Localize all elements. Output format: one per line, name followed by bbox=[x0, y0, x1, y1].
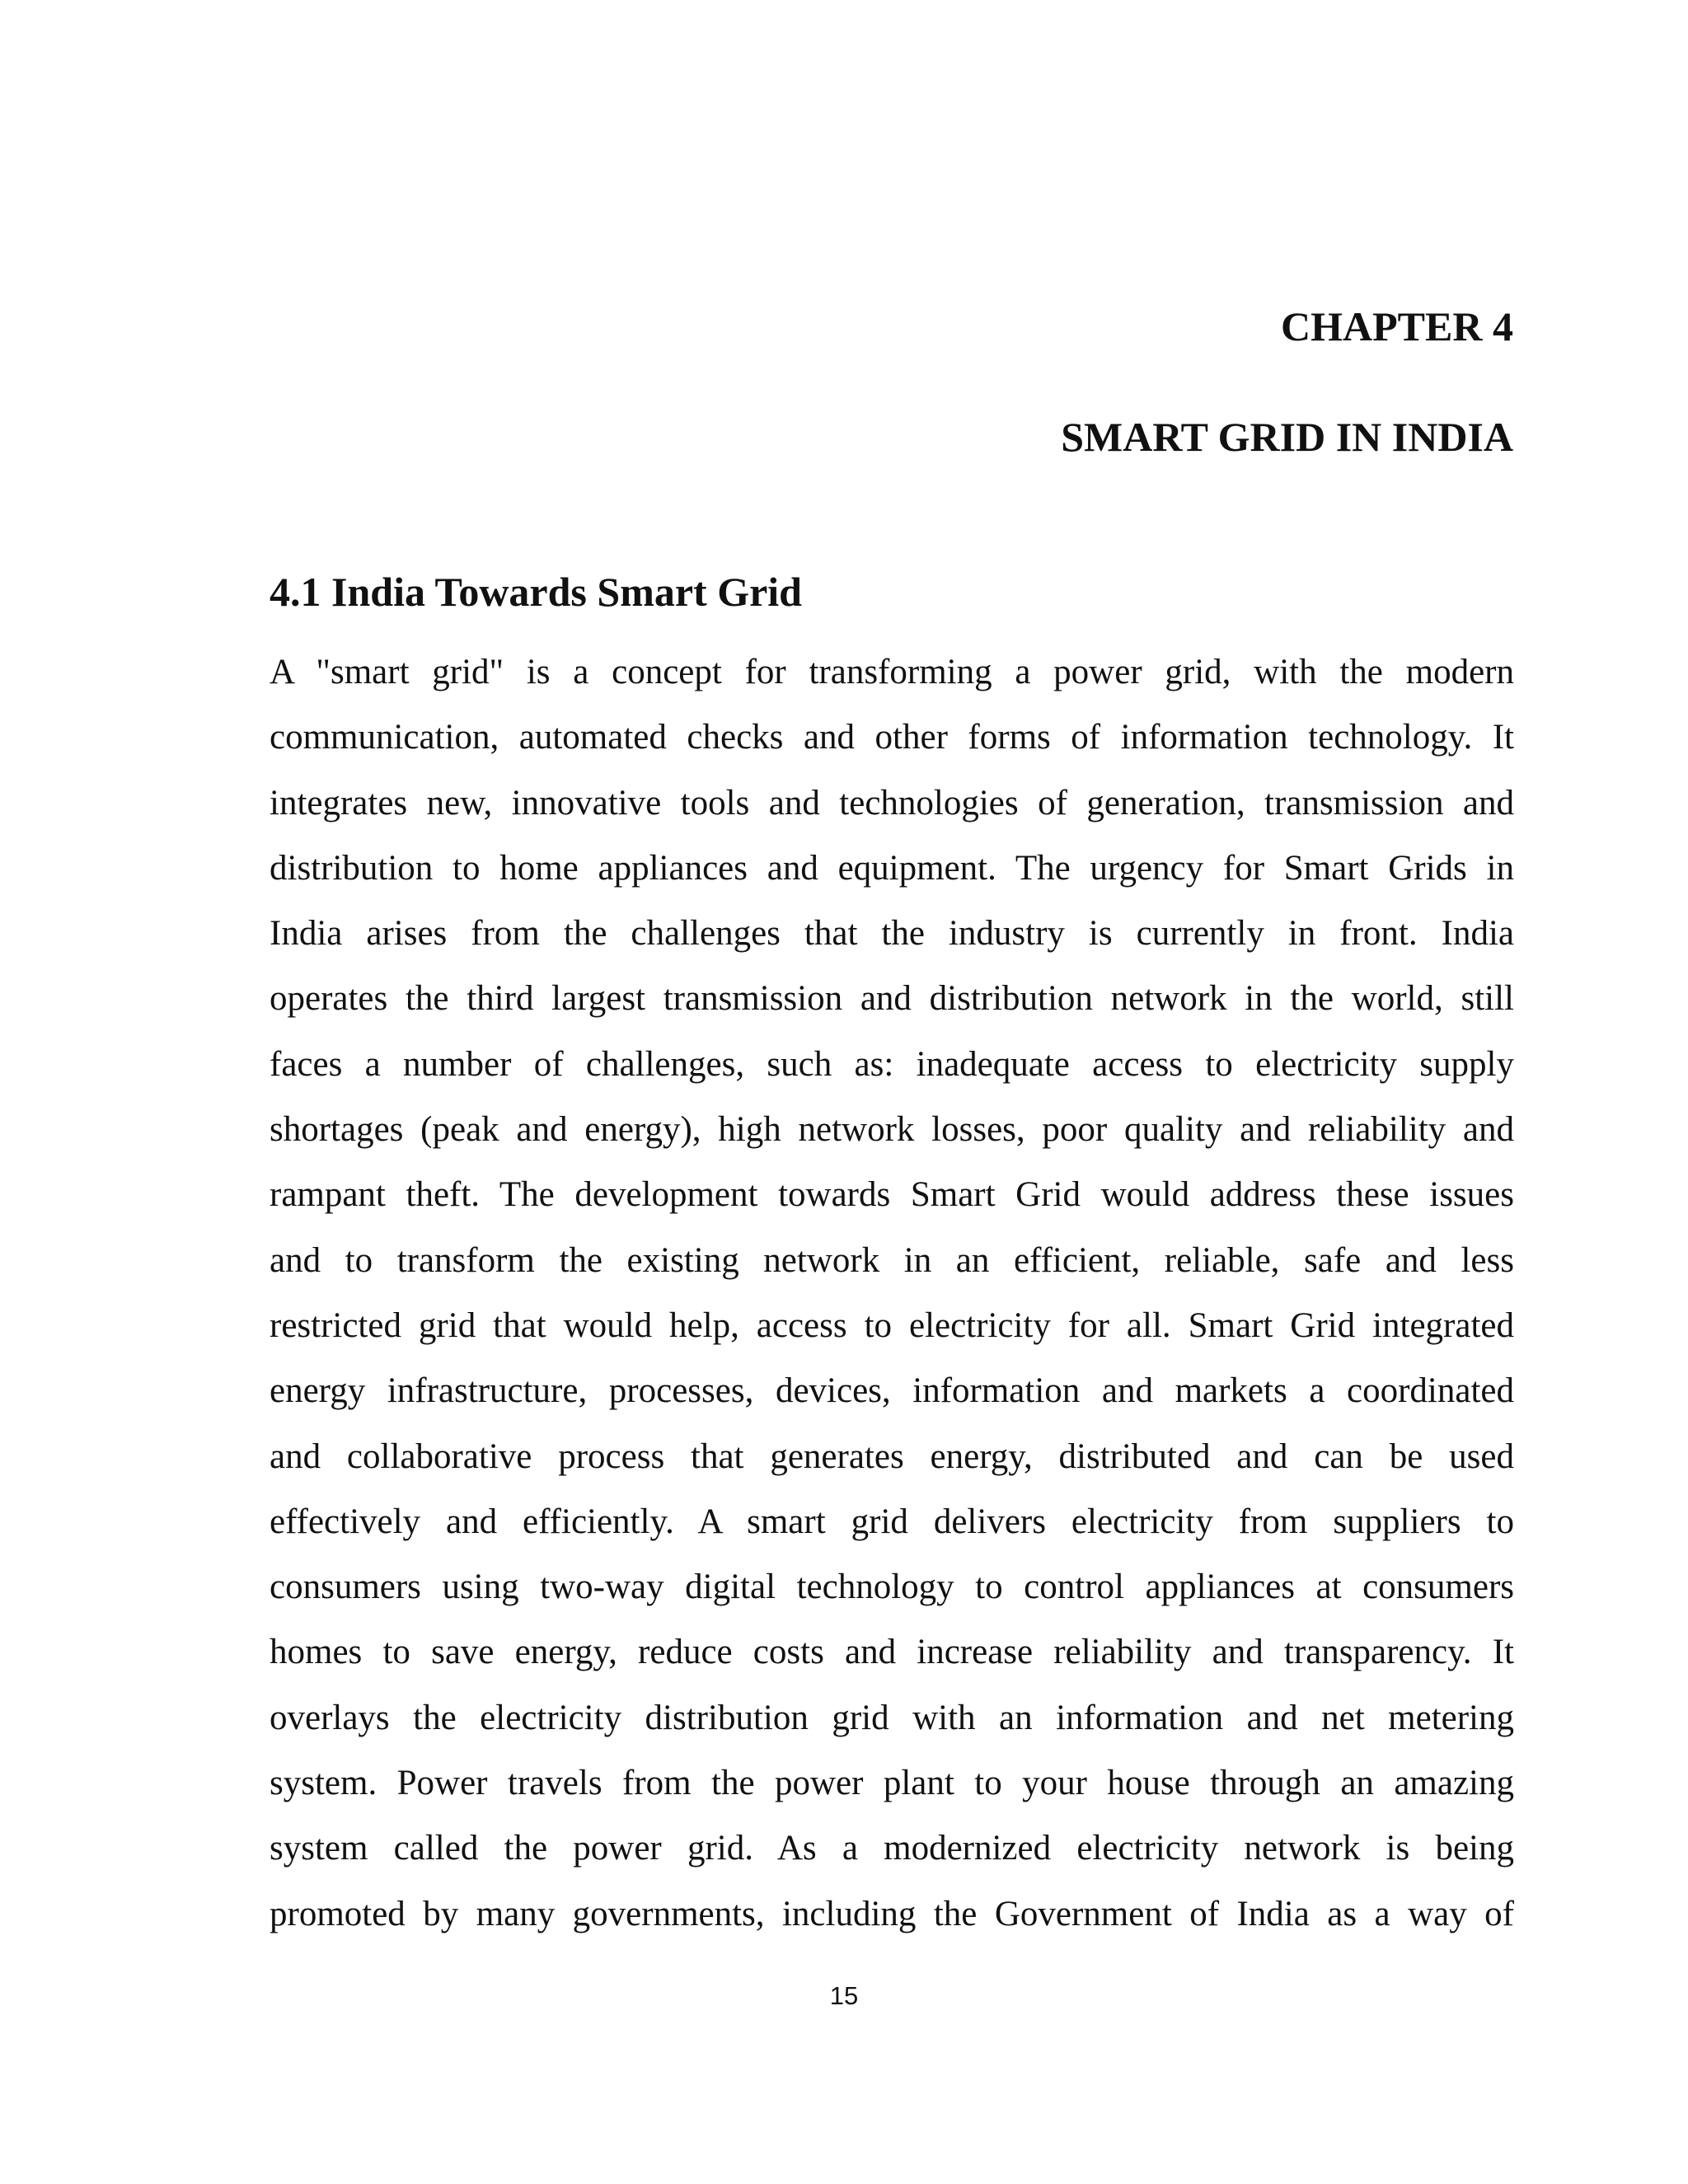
paragraph-line: restricted grid that would help, access to electricity for all. Smart Grid integrated bbox=[270, 1305, 1514, 1345]
paragraph-line: energy infrastructure, processes, devices, information and markets a coordinated bbox=[270, 1371, 1514, 1411]
paragraph-line: effectively and efficiently. A smart grid delivers electricity from suppliers to bbox=[270, 1502, 1514, 1541]
section-heading: 4.1 India Towards Smart Grid bbox=[270, 569, 802, 615]
paragraph-line: overlays the electricity distribution grid with an information and net metering bbox=[270, 1698, 1514, 1737]
paragraph-line: rampant theft. The development towards Smart Grid would address these issues bbox=[270, 1175, 1514, 1215]
paragraph-line: shortages (peak and energy), high network losses, poor quality and reliability and bbox=[270, 1110, 1514, 1150]
paragraph-line: integrates new, innovative tools and technologies of generation, transmission and bbox=[270, 783, 1514, 823]
paragraph-line: and to transform the existing network in an efficient, reliable, safe and less bbox=[270, 1240, 1514, 1280]
paragraph-line: communication, automated checks and other forms of information technology. It bbox=[270, 718, 1514, 757]
paragraph-line: system called the power grid. As a modernized electricity network is being bbox=[270, 1829, 1514, 1868]
paragraph-line: faces a number of challenges, such as: inadequate access to electricity supply bbox=[270, 1044, 1514, 1084]
paragraph-line: and collaborative process that generates energy, distributed and can be used bbox=[270, 1436, 1514, 1476]
paragraph-line: distribution to home appliances and equipment. The urgency for Smart Grids in bbox=[270, 848, 1514, 888]
paragraph-line: A "smart grid" is a concept for transforming a power grid, with the modern bbox=[270, 653, 1514, 691]
paragraph-line: homes to save energy, reduce costs and increase reliability and transparency. It bbox=[270, 1633, 1514, 1672]
paragraph-line: system. Power travels from the power plant to your house through an amazing bbox=[270, 1764, 1514, 1803]
paragraph-line: consumers using two-way digital technology to control appliances at consumers bbox=[270, 1568, 1514, 1607]
body-paragraph bbox=[270, 640, 1514, 1947]
chapter-title: SMART GRID IN INDIA bbox=[1061, 414, 1513, 460]
chapter-label: CHAPTER 4 bbox=[1281, 303, 1513, 349]
paragraph-line: operates the third largest transmission and distribution network in the world, still bbox=[270, 979, 1514, 1019]
paragraph-line: India arises from the challenges that the industry is currently in front. India bbox=[270, 914, 1514, 954]
paragraph-line: promoted by many governments, including the Government of India as a way of bbox=[270, 1894, 1514, 1933]
page-number: 15 bbox=[829, 1981, 859, 2010]
